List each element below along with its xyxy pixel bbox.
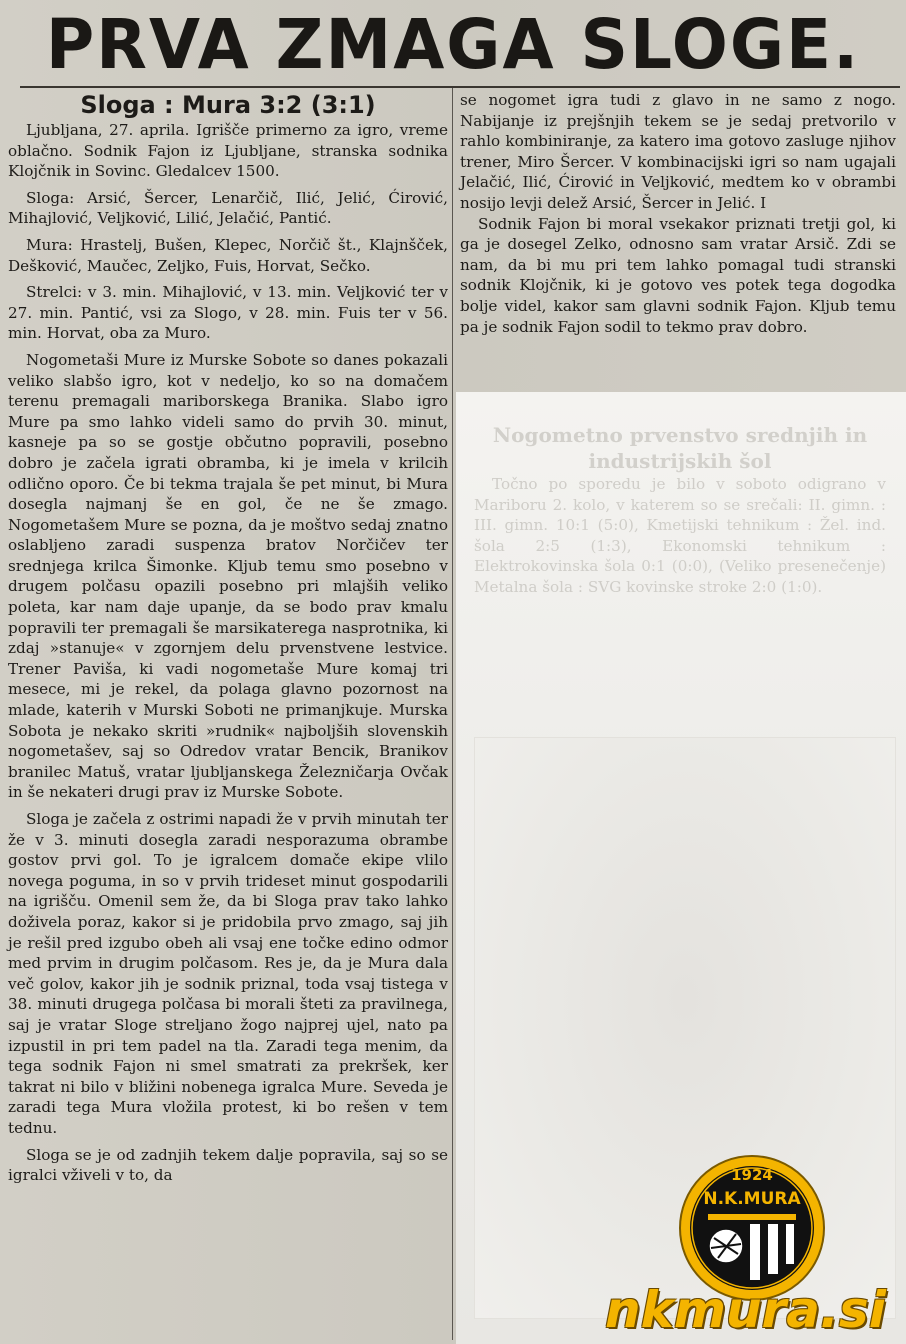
scorers-paragraph: Strelci: v 3. min. Mihajlović, v 13. min. Veljković ter v 27. min. Pantić, vsi za Slogo, v 28. min. Fuis ter v 56. min. Horvat, oba za Muro. [8,283,448,343]
report-paragraph-3: Sloga se je od zadnjih tekem dalje popravila, saj so se igralci vživeli v to, da [8,1145,448,1185]
mura-lineup-paragraph: Mura: Hrastelj, Bušen, Klepec, Norčič št., Klajnšček, Dešković, Maučec, Zeljko, Fuis, Horvat, Sečko. [8,235,448,275]
headline-rule [20,86,900,88]
faded-article-title: Nogometno prvenstvo srednjih in industrijskih šol [492,423,868,473]
continued-paragraph: se nogomet igra tudi z glavo in ne samo z nogo. Nabijanje iz prejšnjih tekem se je sedaj pretvorilo v rahlo kombiniranje, za katero ima gotovo zasluge njihov trener, Miro Šercer. V kombinacijski igri so nam ugajali Jelačić, Ilić, Ćirović in Veljković, medtem ko v obrambi nosijo levji delež Arsić, Šercer in Jelić. I [460,91,896,212]
headline: PRVA ZMAGA SLOGE. [45,4,861,85]
logo-year: 1924 [731,1166,773,1184]
match-info-paragraph: Ljubljana, 27. aprila. Igrišče primerno za igro, vreme oblačno. Sodnik Fajon iz Ljubljane, stranska sodnika Klojčnik in Sovinc. Gledalcev 1500. [8,121,448,181]
sloga-lineup-paragraph: Sloga: Arsić, Šercer, Lenarčič, Ilić, Jelić, Ćirović, Mihajlović, Veljković, Lilić, Jelačić, Pantić. [8,188,448,228]
column-divider [452,88,453,1340]
faded-article-body: Točno po sporedu je bilo v soboto odigrano v Mariboru 2. kolo, v katerem so se srečali: II. gimn. : III. gimn. 10:1 (5:0), Kmetijski tehnikum : Žel. ind. šola 2:5 (1:3), Ekonomski tehnikum : Elektrokovinska šola 0:1 (0:0), (Veliko presenečenje) Metalna šola : SVG kovinske stroke 2:0 (1:0). [474,475,886,596]
brand-watermark: nkmura.si [605,1281,886,1339]
report-paragraph-2: Sloga je začela z ostrimi napadi že v prvih minutah ter že v 3. minuti dosegla zaradi nesporazuma obrambe gostov prvi gol. To je igralcem domače ekipe vlilo novega poguma, in so v prvih trideset minut gospodarili na igrišču. Omenil sem že, da bi Sloga prav tako lahko doživela poraz, kakor si je pridobila prvo zmago, saj jih je rešil pred izgubo obeh ali vsaj ene točke edino odmor med prvim in drugim polčasom. Res je, da je Mura dala več golov, kakor jih je sodnik priznal, toda vsaj tistega v 38. minuti drugega polčasa bi morali šteti za pravilnega, saj je vratar Sloge streljano žogo najprej ujel, nato pa izpustil in pri tem padel na tla. Zaradi tega menim, da tega sodnik Fajon ni smel smatrati za prekršek, ker takrat ni bilo v bližini nobenega igralca Mure. Seveda je zaradi tega Mura vložila protest, ki bo rešen v tem tednu. [8,810,448,1137]
faded-article [474,422,886,598]
logo-club-name: N.K.MURA [703,1189,801,1209]
referee-paragraph: Sodnik Fajon bi moral vsekakor priznati tretji gol, ki ga je dosegel Zelko, odnosno sam vratar Arsič. Zdi se nam, da bi mu pri tem lahko pomagal tudi stranski sodnik Klojčnik, ki je gotovo ves potek tega dogodka bolje videl, kakor sam glavni sodnik Fajon. Kljub temu pa je sodnik Fajon sodil to tekmo prav dobro. [460,214,896,336]
report-paragraph-1: Nogometaši Mure iz Murske Sobote so danes pokazali veliko slabšo igro, kot v nedeljo, ko so na domačem terenu premagali mariborskega Branika. Slabo igro Mure pa smo lahko videli samo do prvih 30. minut, kasneje pa so se gostje občutno popravili, posebno dobro je začela igrati obramba, ki je imela v krilcih odlično oporo. Če bi tekma trajala še pet minut, bi Mura dosegla najmanj še en gol, če ne še zmago. Nogometašem Mure se pozna, da je moštvo sedaj znatno oslabljeno zaradi suspenza bratov Norčičev ter srednjega krilca Šimonke. Kljub temu smo posebno v drugem polčasu opazili posebno pri mlajših veliko poleta, kar nam daje upanje, da se bodo prav kmalu popravili ter premagali še marsikaterega nasprotnika, ki zdaj »stanuje« v zgornjem delu prvenstvene lestvice. Trener Paviša, ki vadi nogometaše Mure komaj tri mesece, mi je rekel, da polaga glavno pozornost na mlade, katerih v Murski Soboti ne primanjkuje. Murska Sobota je nekako skriti »rudnik« najboljših slovenskih nogometašev, saj so Odredov vratar Bencik, Branikov branilec Matuš, vratar ljubljanskega Železničarja Ovčak in še nekateri drugi prav iz Murske Sobote. [8,350,448,802]
right-column [460,90,896,390]
match-subheadline: Sloga : Mura 3:2 (3:1) [80,91,376,119]
left-column [8,90,448,1340]
